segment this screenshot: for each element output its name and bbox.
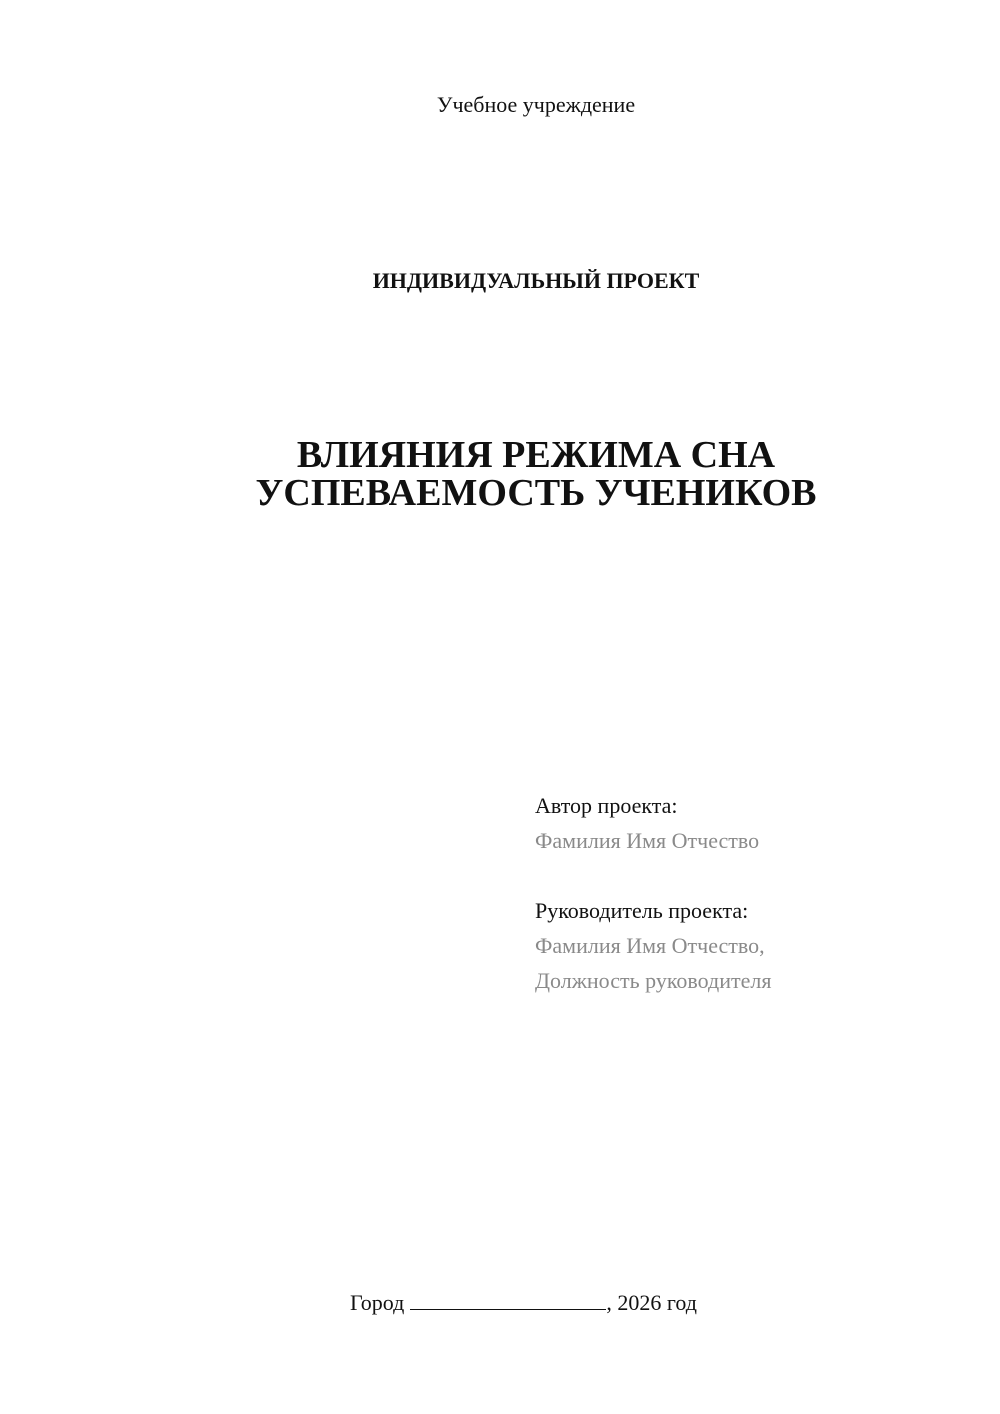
credits-block	[535, 788, 771, 998]
author-name: Фамилия Имя Отчество	[535, 828, 760, 853]
author-label: Автор проекта:	[535, 793, 678, 818]
project-title-line-2: УСПЕВАЕМОСТЬ УЧЕНИКОВ	[255, 472, 817, 514]
supervisor-position: Должность руководителя	[535, 968, 772, 993]
project-title-line-1: ВЛИЯНИЯ РЕЖИМА СНА	[296, 434, 776, 476]
supervisor-label: Руководитель проекта:	[535, 898, 749, 923]
project-title	[0, 436, 1000, 512]
institution-name: Учебное учреждение	[436, 92, 636, 117]
year-text: , 2026 год	[606, 1290, 697, 1315]
city-year-line	[350, 1290, 697, 1316]
document-type: ИНДИВИДУАЛЬНЫЙ ПРОЕКТ	[372, 268, 700, 293]
city-label: Город	[350, 1290, 405, 1315]
city-blank-line	[410, 1291, 606, 1310]
supervisor-name: Фамилия Имя Отчество,	[535, 933, 765, 958]
credits-spacer	[535, 858, 771, 893]
